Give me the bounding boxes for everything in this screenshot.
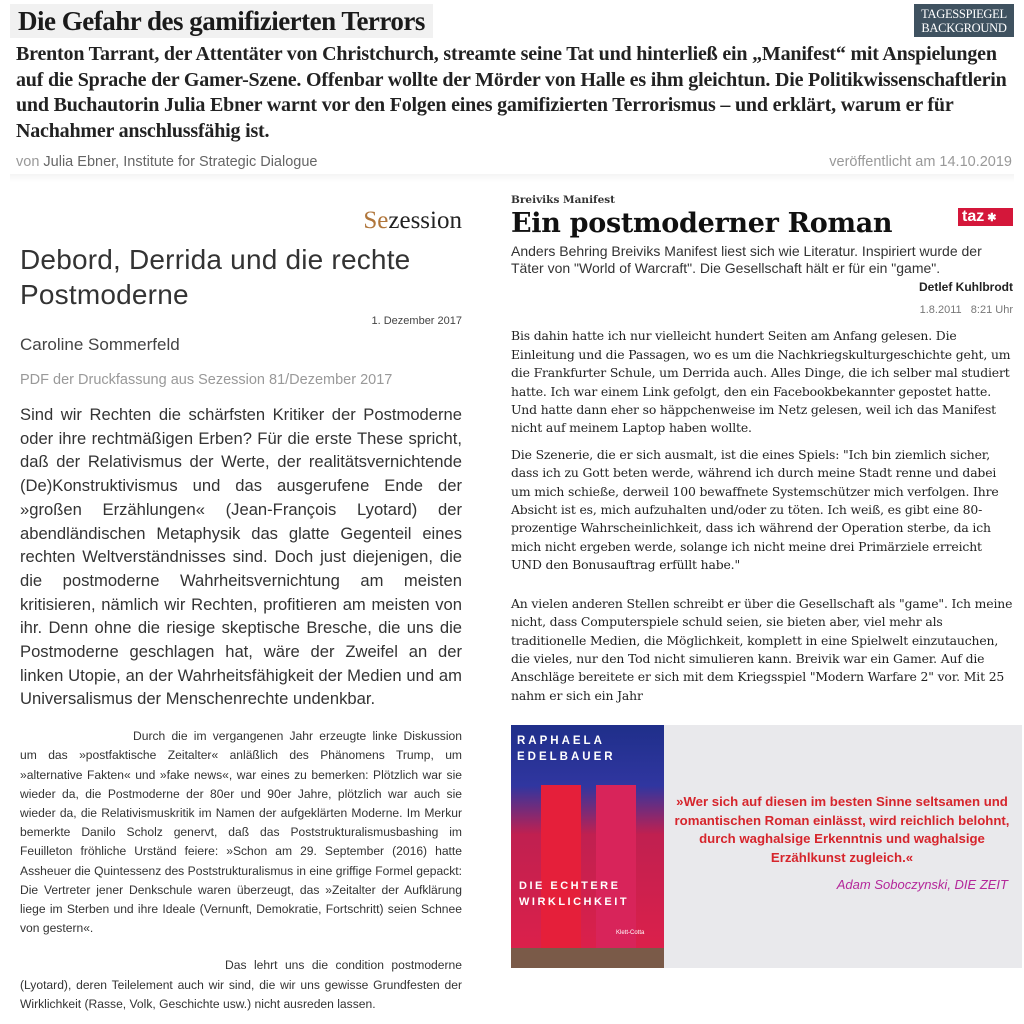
taz-logo-text: taz bbox=[962, 208, 985, 225]
taz-clipping bbox=[511, 194, 1013, 968]
title-line: DIE ECHTERE bbox=[519, 880, 621, 893]
wooden-floor bbox=[511, 948, 664, 968]
review-quote-source: Adam Soboczynski, DIE ZEIT bbox=[836, 877, 1008, 893]
taz-logo bbox=[958, 208, 1013, 226]
tagesspiegel-headline: Die Gefahr des gamifizierten Terrors bbox=[10, 4, 433, 38]
tagesspiegel-published-date: veröffentlicht am 14.10.2019 bbox=[829, 154, 1012, 170]
sezession-lead-paragraph: Sind wir Rechten die schärfsten Kritiker der Postmoderne oder ihre rechtmäßigen Erben? Für die erste These spricht, daß der Relativismus der Werte, der realitätsvernichtende (De)Konstruktivismus und das ausgerufene Ende der »großen Erzählungen« (Jean-François Lyotard) der abendländischen Metaphysik das glatte Gegenteil eines rechten Weltverständnisses sind. Doch just diejenigen, die die postmoderne Wahrheitsvernichtung am meisten kritisieren, nämlich wir Rechten, profitieren am meisten von ihr. Denn ohne die riesige skeptische Bresche, die uns die Postmoderne geschlagen hat, wäre der Zweifel an der linken Utopie, an der Wahrheitsfähigkeit der Medien und am Universalismus der Menschenrechte undenkbar. bbox=[20, 405, 462, 709]
taz-header bbox=[511, 194, 1013, 241]
book-cover bbox=[511, 725, 664, 968]
book-title bbox=[519, 878, 629, 910]
taz-date: 1.8.2011 8:21 Uhr bbox=[919, 304, 1013, 317]
logo-line: TAGESSPIEGEL bbox=[921, 7, 1007, 21]
review-quote: »Wer sich auf diesen im besten Sinne seltsamen und romantischen Roman einlässt, wird reichlich belohnt, durch waghalsige Erkenntnis und waghalsige Erzählkunst zugleich.« bbox=[674, 794, 1010, 865]
sezession-author: Caroline Sommerfeld bbox=[20, 335, 180, 354]
sezession-paragraph: Das lehrt uns die condition postmoderne (Lyotard), deren Teilelement auch wir sind, die wir uns gewisse Grundfesten der Wirklichkeit (Rasse, Volk, Geschichte usw.) nicht ausreden lassen. bbox=[20, 958, 462, 1011]
sezession-date: 1. Dezember 2017 bbox=[371, 315, 462, 327]
book-author bbox=[517, 733, 616, 765]
taz-deck: Anders Behring Breiviks Manifest liest sich wie Literatur. Inspiriert wurde der Täter von "World of Warcraft". Die Gesellschaft hält er für ein "game". bbox=[511, 243, 982, 276]
sezession-clipping bbox=[20, 206, 462, 1014]
taz-paragraph: Die Szenerie, die er sich ausmalt, ist die eines Spiels: "Ich bin ziemlich sicher, dass ich zu Gott beten werde, während ich durch meine Stadt renne und dabei um mich schieße, derweil 100 bewaffnete Systemschützer mich verfolgen. Ihre Absicht ist es, mich aufzuhalten und/oder zu töten. Ich weiß, es gibt eine 80-prozentige Wahrscheinlichkeit, dass ich während der Operation sterbe, da ich mich nicht ergeben werde, solange ich nicht meine drei Primärziele erreicht UND den Bonusauftrag erfüllt habe." bbox=[511, 446, 999, 573]
review-quote-panel bbox=[664, 725, 1022, 968]
author-line: RAPHAELA bbox=[517, 735, 605, 748]
taz-paragraph: An vielen anderen Stellen schreibt er über die Gesellschaft als "game". Ich meine nicht, dass Computerspiele schuld seien, sie bieten aber, viel mehr als traditionelle Medien, die Möglichkeit, komplett in eine Spielwelt einzutauchen, die vieles, nur den Tod nicht simulieren kann. Breivik war ein Gamer. Auf die Anschläge bereitete er sich mit dem Kriegsspiel "Modern Warfare 2" vor. Mit 25 nahm er sich ein Jahr bbox=[511, 595, 1013, 703]
book-advert bbox=[511, 725, 1022, 968]
taz-kicker: Breiviks Manifest bbox=[511, 194, 616, 206]
house-illustration bbox=[541, 785, 581, 955]
taz-headline: Ein postmoderner Roman bbox=[511, 208, 893, 239]
byline-prefix: von bbox=[16, 154, 40, 170]
tagesspiegel-header bbox=[10, 4, 1014, 38]
tagesspiegel-clipping bbox=[10, 4, 1014, 182]
publisher-logo: Klett-Cotta bbox=[616, 930, 645, 937]
taz-author: Detlef Kuhlbrodt bbox=[919, 280, 1013, 295]
tagesspiegel-byline bbox=[16, 154, 317, 170]
title-line: WIRKLICHKEIT bbox=[519, 896, 630, 909]
divider bbox=[10, 174, 1014, 182]
tagesspiegel-meta bbox=[10, 154, 1014, 170]
sezession-article-title: Debord, Derrida und die rechte Postmoderne bbox=[20, 244, 411, 310]
sezession-paragraph: Durch die im vergangenen Jahr erzeugte linke Diskussion um das »postfaktische Zeitalter« anläßlich des Phänomens Trump, um »alternative Fakten« und »fake news«, war eines zu bemerken: Plötzlich war sie wieder da, die Postmoderne der 80er und 90er Jahre, plötzlich war auch sie wieder da, die Relativismuskritik im Namen der aufgeklärten Moderne. Im Merkur bemerkte Danilo Scholz genervt, daß das Poststrukturalismusbashing im Feuilleton fröhliche Urständ feiere: »Schon am 29. September (2016) hatte Assheuer die Quintessenz des Poststrukturalismus in eine griffige Formel gepackt: Die Vertreter jener Denkschule waren überzeugt, das »Zeitalter der Aufklärung liege im Sterben und ihre Ideale (Vernunft, Demokratie, Fortschritt) seien Schnee von gestern«. bbox=[20, 729, 462, 936]
sezession-logo bbox=[20, 206, 462, 236]
taz-paragraph: Bis dahin hatte ich nur vielleicht hundert Seiten am Anfang gelesen. Die Einleitung und die Passagen, wo es um die Nachkriegskulturgeschichte geht, um die Frankfurter Schule, um Derrida auch. Alles Dinge, die ich selber mal studiert hatte. Ich war einem Link gefolgt, den ein Facebookbekannter gepostet hatte. Und hatte dann eher so häppchenweise im Netz gelesen, weil ich das Manifest nicht auf meinem Laptop haben wollte. bbox=[511, 328, 1011, 436]
paw-icon: ✱ bbox=[984, 212, 997, 224]
logo-part: Se bbox=[363, 207, 389, 234]
tagesspiegel-deck: Brenton Tarrant, der Attentäter von Christchurch, streamte seine Tat und hinterließ ein „Manifest“ mit Anspielungen auf die Sprache der Gamer-Szene. Offenbar wollte der Mörder von Halle es ihm gleichtun. Die Politikwissenschaftlerin und Buchautorin Julia Ebner warnt vor den Folgen eines gamifizierten Terrorismus – und erklärt, warum er für Nachahmer anschlussfähig ist. bbox=[16, 43, 1007, 142]
logo-part: zession bbox=[388, 207, 462, 234]
author-line: EDELBAUER bbox=[517, 751, 616, 764]
sezession-pdf-link[interactable]: PDF der Druckfassung aus Sezession 81/Dezember 2017 bbox=[20, 372, 393, 388]
tagesspiegel-background-logo bbox=[914, 4, 1014, 37]
byline-author[interactable]: Julia Ebner, Institute for Strategic Dialogue bbox=[43, 154, 318, 170]
logo-line: BACKGROUND bbox=[921, 21, 1007, 35]
taz-heading-group bbox=[511, 194, 892, 241]
